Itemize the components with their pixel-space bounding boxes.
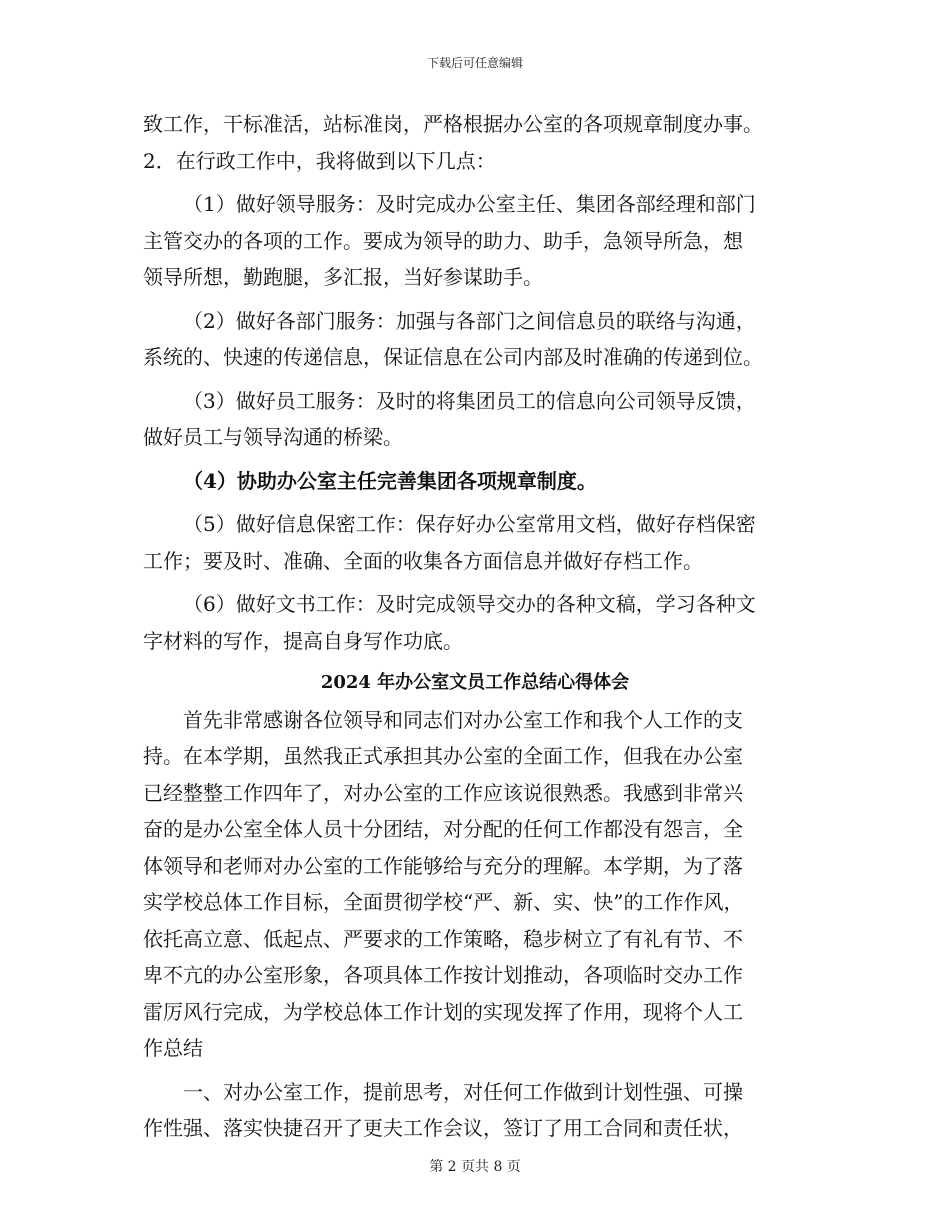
paragraph-line: 工作；要及时、准确、全面的收集各方面信息并做好存档工作。: [143, 548, 703, 573]
paragraph-line: 卑不亢的办公室形象，各项具体工作按计划推动，各项临时交办工作: [143, 963, 743, 987]
paragraph-line: 领导所想，勤跑腿，多汇报，当好参谋助手。: [143, 265, 543, 289]
page-header: 下载后可任意编辑: [426, 56, 523, 70]
article-title: 2024 年办公室文员工作总结心得体会: [320, 672, 630, 693]
paragraph-line: （5）做好信息保密工作：保存好办公室常用文档，做好存档保密: [183, 512, 756, 536]
paragraph-line: 致工作，干标准活，站标准岗，严格根据办公室的各项规章制度办事。: [143, 112, 763, 136]
section-heading: 2．在行政工作中，我将做到以下几点：: [143, 148, 496, 173]
paragraph-line: 系统的、快速的传递信息，保证信息在公司内部及时准确的传递到位。: [143, 345, 763, 369]
paragraph-line: （6）做好文书工作：及时完成领导交办的各种文稿，学习各种文: [183, 592, 756, 616]
paragraph-line: 依托高立意、低起点、严要求的工作策略，稳步树立了有礼有节、不: [143, 926, 743, 951]
paragraph-line: 实学校总体工作目标，全面贯彻学校“严、新、实、快”的工作作风，: [143, 890, 744, 914]
paragraph-line: 作性强、落实快捷召开了更夫工作会议，签订了用工合同和责任状，: [143, 1116, 743, 1140]
paragraph-line: （3）做好员工服务：及时的将集团员工的信息向公司领导反馈，: [183, 388, 756, 413]
paragraph-line: 奋的是办公室全体人员十分团结，对分配的任何工作都没有怨言，全: [143, 817, 743, 841]
paragraph-line: （2）做好各部门服务：加强与各部门之间信息员的联络与沟通，: [183, 308, 756, 333]
page-footer: 第 2 页共 8 页: [429, 1159, 521, 1175]
paragraph-line: 作总结: [143, 1036, 203, 1060]
paragraph-line: 做好员工与领导沟通的桥梁。: [143, 425, 403, 449]
paragraph-line: 已经整整工作四年了，对办公室的工作应该说很熟悉。我感到非常兴: [143, 780, 743, 805]
paragraph-line: 字材料的写作，提高自身写作功底。: [143, 628, 463, 653]
paragraph-line: 一、对办公室工作，提前思考，对任何工作做到计划性强、可操: [183, 1079, 743, 1104]
paragraph-line: 雷厉风行完成，为学校总体工作计划的实现发挥了作用，现将个人工: [143, 999, 743, 1024]
document-body: [143, 106, 807, 1147]
paragraph-line: 主管交办的各项的工作。要成为领导的助力、助手，急领导所急，想: [143, 228, 743, 253]
paragraph-line: （1）做好领导服务：及时完成办公室主任、集团各部经理和部门: [183, 192, 756, 216]
paragraph-line: 首先非常感谢各位领导和同志们对办公室工作和我个人工作的支: [183, 707, 743, 732]
paragraph-line: 体领导和老师对办公室的工作能够给与充分的理解。本学期，为了落: [143, 853, 743, 878]
bold-paragraph-line: （4）协助办公室主任完善集团各项规章制度。: [183, 468, 597, 493]
paragraph-line: 持。在本学期，虽然我正式承担其办公室的全面工作，但我在办公室: [143, 744, 743, 768]
